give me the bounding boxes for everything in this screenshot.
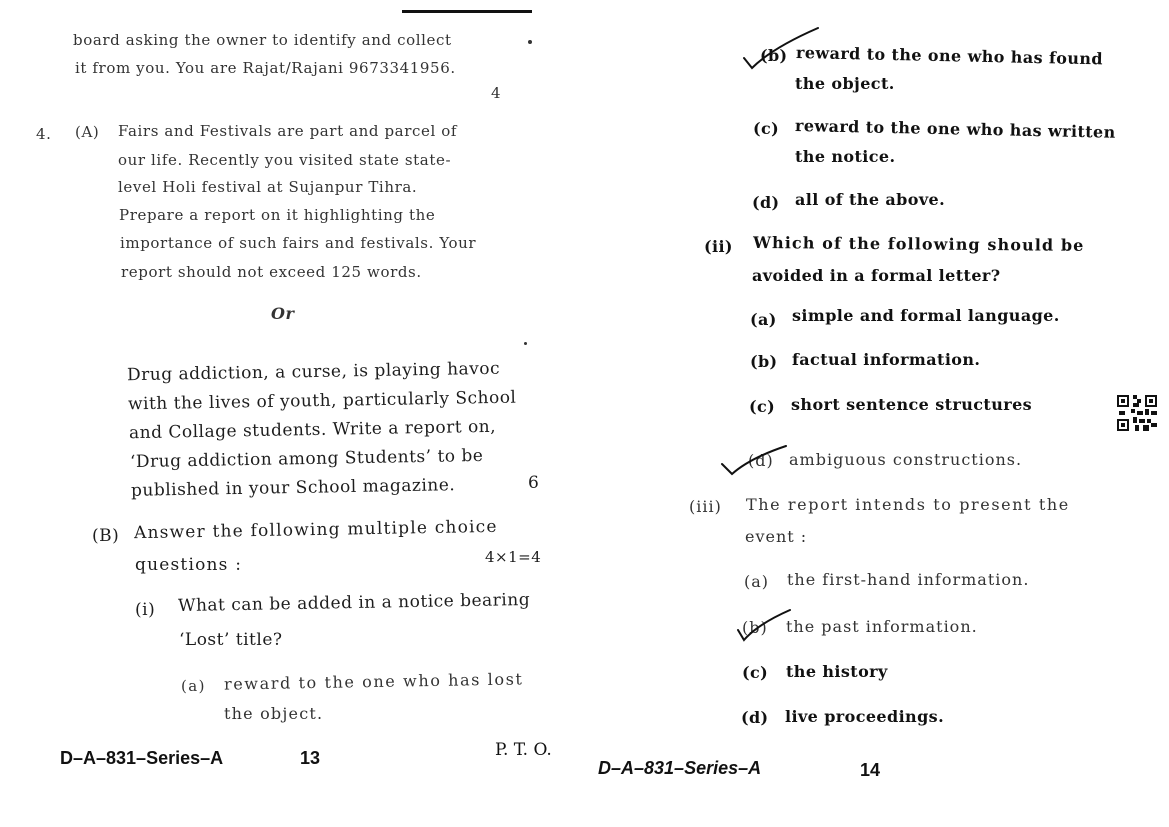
- question-line: report should not exceed 125 words.: [121, 263, 422, 281]
- footer-page-number: 14: [860, 760, 881, 780]
- footer-page-number: 13: [300, 748, 321, 768]
- handwritten-tick-icon: [734, 606, 794, 646]
- option-text: the first-hand information.: [787, 570, 1030, 589]
- question-line: questions :: [135, 555, 243, 575]
- speck: [528, 40, 532, 44]
- top-rule: [402, 10, 532, 13]
- option-text: the object.: [795, 74, 895, 93]
- option-label: (d): [741, 708, 769, 727]
- footer-series-code: D–A–831–Series–A: [598, 758, 762, 778]
- option-text: the object.: [224, 704, 324, 723]
- marks-label: 4×1=4: [485, 548, 542, 566]
- question-line: our life. Recently you visited state state-: [118, 151, 452, 169]
- sub-question-number: (iii): [689, 497, 722, 516]
- question-line: with the lives of youth, particularly School: [127, 387, 517, 415]
- option-label: (c): [749, 397, 776, 416]
- footer-pto: P. T. O.: [495, 740, 552, 760]
- option-label: (c): [742, 663, 769, 682]
- question-line: event :: [745, 527, 808, 546]
- question-line: What can be added in a notice bearing: [177, 589, 531, 617]
- question-line: level Holi festival at Sujanpur Tihra.: [118, 178, 418, 196]
- question-part-label: (B): [92, 526, 120, 546]
- option-text: ambiguous constructions.: [789, 450, 1023, 469]
- option-text: reward to the one who has found: [795, 43, 1104, 69]
- option-text: all of the above.: [795, 190, 946, 209]
- handwritten-tick-icon: [742, 26, 822, 74]
- sub-question-number: (ii): [704, 237, 733, 256]
- footer-series-code: D–A–831–Series–A: [60, 748, 224, 768]
- option-label: (a): [750, 310, 777, 329]
- question-line: ‘Drug addiction among Students’ to be: [129, 445, 484, 473]
- option-text: reward to the one who has lost: [223, 669, 524, 694]
- option-text: short sentence structures: [791, 395, 1033, 414]
- option-label: (a): [744, 572, 770, 591]
- sub-question-number: (i): [135, 600, 156, 620]
- marks-label: 4: [491, 84, 502, 102]
- option-text: the history: [786, 662, 888, 681]
- option-text: simple and formal language.: [792, 306, 1060, 325]
- option-text: the notice.: [795, 147, 896, 166]
- option-text: live proceedings.: [785, 707, 945, 726]
- option-label: (b): [742, 618, 768, 637]
- or-separator: Or: [271, 304, 295, 323]
- option-label: (d): [748, 451, 774, 470]
- question-part-label: (A): [75, 123, 100, 141]
- question-line: Answer the following multiple choice: [133, 516, 498, 544]
- option-label: (b): [760, 46, 788, 65]
- question-line: ‘Lost’ title?: [179, 630, 283, 650]
- question-line: and Collage students. Write a report on,: [128, 416, 497, 444]
- question-line: avoided in a formal letter?: [752, 266, 1001, 285]
- question-line: The report intends to present the: [746, 495, 1070, 514]
- option-text: factual information.: [792, 350, 981, 369]
- option-text: reward to the one who has written: [794, 116, 1116, 142]
- question-line: Drug addiction, a curse, is playing havoc: [126, 358, 501, 386]
- option-label: (a): [181, 677, 206, 695]
- intro-line: it from you. You are Rajat/Rajani 9673341956.: [75, 59, 456, 77]
- option-text: the past information.: [786, 617, 978, 636]
- qr-code-icon: [1117, 395, 1157, 431]
- handwritten-tick-icon: [720, 444, 790, 478]
- question-line: Which of the following should be: [752, 233, 1085, 255]
- speck: [524, 342, 527, 345]
- marks-label: 6: [528, 473, 540, 493]
- option-label: (b): [750, 352, 778, 371]
- question-number: 4.: [36, 125, 52, 143]
- intro-line: board asking the owner to identify and collect: [73, 31, 452, 49]
- option-label: (d): [752, 193, 780, 212]
- option-label: (c): [753, 119, 780, 138]
- question-line: published in your School magazine.: [130, 475, 456, 501]
- question-line: Fairs and Festivals are part and parcel of: [118, 122, 457, 140]
- question-line: importance of such fairs and festivals. Your: [120, 234, 477, 252]
- question-line: Prepare a report on it highlighting the: [119, 206, 436, 224]
